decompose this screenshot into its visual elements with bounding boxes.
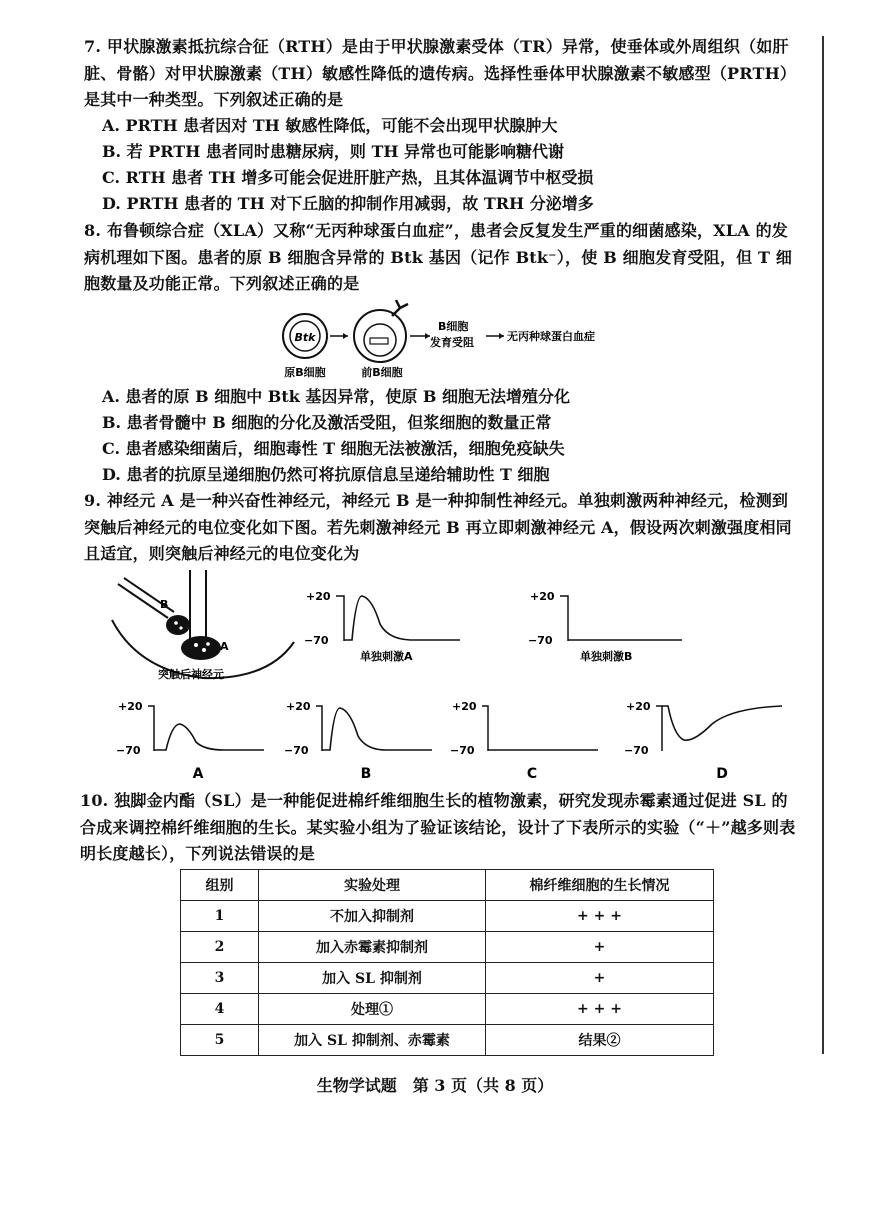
question-10-stem: 10. 独脚金内酯（SL）是一种能促进棉纤维细胞生长的植物激素，研究发现赤霉素通过促进 SL 的合成来调控棉纤维细胞的生长。某实验小组为了验证该结论，设计了下表所示的实验（“＋”越多则表明长度越长），下列说法错误的是 bbox=[80, 791, 796, 863]
receptor-icon bbox=[392, 300, 408, 316]
answer-label-c: C bbox=[526, 766, 538, 782]
q7-option-c[interactable]: C. RTH 患者 TH 增多可能会促进肝脏产热，且其体温调节中枢受损 bbox=[102, 168, 594, 187]
answer-curve-a bbox=[154, 724, 264, 750]
xla-mechanism-diagram bbox=[280, 296, 660, 382]
neuron-b-terminal bbox=[166, 615, 190, 635]
question-8-stem: 8. 布鲁顿综合症（XLA）又称“无丙种球蛋白血症”，患者会反复发生严重的细菌感染，XLA 的发病机理如下图。患者的原 B 细胞含异常的 Btk 基因（记作 Btk⁻），使 B 细胞发育受阻，但 T 细胞数量及功能正常。下列叙述正确的是 bbox=[84, 221, 793, 293]
answer-label-a: A bbox=[192, 766, 204, 782]
q8-option-d[interactable]: D. 患者的抗原呈递细胞仍然可将抗原信息呈递给辅助性 T 细胞 bbox=[102, 465, 550, 484]
answer-label-d: D bbox=[716, 766, 728, 782]
q8-option-a[interactable]: A. 患者的原 B 细胞中 Btk 基因异常，使原 B 细胞无法增殖分化 bbox=[102, 387, 571, 406]
graph-b-caption: 单独刺激B bbox=[580, 650, 633, 663]
svg-text:−70: −70 bbox=[624, 744, 649, 757]
answer-label-b: B bbox=[360, 766, 372, 782]
neuron-a-label: A bbox=[220, 640, 229, 653]
svg-text:+20: +20 bbox=[626, 700, 651, 713]
table-row: 4 处理① + + + bbox=[181, 994, 714, 1025]
b-cell-label: B细胞 bbox=[438, 320, 469, 333]
graph-a-caption: 单独刺激A bbox=[360, 650, 413, 663]
experiment-table bbox=[180, 869, 714, 1056]
answer-graph-a[interactable] bbox=[114, 696, 274, 782]
table-header-row bbox=[181, 870, 714, 901]
table-row: 1 不加入抑制剂 + + + bbox=[181, 901, 714, 932]
answer-curve-d bbox=[662, 706, 782, 740]
neuron-a-terminal bbox=[181, 636, 221, 660]
page-footer: 生物学试题 第 3 页（共 8 页） bbox=[316, 1076, 554, 1095]
svg-text:−70: −70 bbox=[450, 744, 475, 757]
potential-curve-a bbox=[344, 596, 460, 640]
pro-b-cell-label: 原B细胞 bbox=[284, 366, 326, 379]
q8-option-b[interactable]: B. 患者骨髓中 B 细胞的分化及激活受阻，但浆细胞的数量正常 bbox=[102, 413, 552, 432]
svg-text:−70: −70 bbox=[284, 744, 309, 757]
neuron-b-label: B bbox=[160, 598, 169, 611]
y-axis-bottom-label: −70 bbox=[528, 634, 553, 647]
table-row: 5 加入 SL 抑制剂、赤霉素 结果② bbox=[181, 1025, 714, 1056]
svg-text:+20: +20 bbox=[118, 700, 143, 713]
answer-curve-b bbox=[322, 708, 432, 750]
margin-line bbox=[822, 36, 824, 1054]
table-row: 2 加入赤霉素抑制剂 + bbox=[181, 932, 714, 963]
y-axis-bottom-label: −70 bbox=[304, 634, 329, 647]
btk-gene-label: Btk bbox=[294, 331, 316, 344]
q7-option-b[interactable]: B. 若 PRTH 患者同时患糖尿病，则 TH 异常也可能影响糖代谢 bbox=[102, 142, 565, 161]
answer-graph-b[interactable] bbox=[282, 696, 442, 782]
synapse-diagram bbox=[108, 570, 298, 688]
answer-graph-d[interactable] bbox=[622, 696, 792, 782]
header-treatment: 实验处理 bbox=[259, 870, 486, 901]
graph-stimulus-a bbox=[300, 586, 470, 666]
header-growth: 棉纤维细胞的生长情况 bbox=[486, 870, 714, 901]
answer-graph-c[interactable] bbox=[448, 696, 608, 782]
svg-text:+20: +20 bbox=[452, 700, 477, 713]
table-row: 3 加入 SL 抑制剂 + bbox=[181, 963, 714, 994]
postsynaptic-label: 突触后神经元 bbox=[158, 668, 224, 681]
pre-b-cell-label: 前B细胞 bbox=[361, 366, 403, 379]
graph-stimulus-b bbox=[524, 586, 694, 666]
svg-text:+20: +20 bbox=[286, 700, 311, 713]
header-group: 组别 bbox=[181, 870, 259, 901]
svg-text:−70: −70 bbox=[116, 744, 141, 757]
y-axis-top-label: +20 bbox=[306, 590, 331, 603]
q7-option-a[interactable]: A. PRTH 患者因对 TH 敏感性降低，可能不会出现甲状腺肿大 bbox=[102, 116, 558, 135]
q8-option-c[interactable]: C. 患者感染细菌后，细胞毒性 T 细胞无法被激活，细胞免疫缺失 bbox=[102, 439, 565, 458]
q7-option-d[interactable]: D. PRTH 患者的 TH 对下丘脑的抑制作用减弱，故 TRH 分泌增多 bbox=[102, 194, 594, 213]
y-axis-top-label: +20 bbox=[530, 590, 555, 603]
question-9-stem: 9. 神经元 A 是一种兴奋性神经元，神经元 B 是一种抑制性神经元。单独刺激两种神经元，检测到突触后神经元的电位变化如下图。若先刺激神经元 B 再立即刺激神经元 A，假设两次刺激强度相同且适宜，则突触后神经元的电位变化为 bbox=[84, 491, 792, 563]
agammaglobulinemia-label: 无丙种球蛋白血症 bbox=[507, 330, 595, 343]
development-blocked-label: 发育受阻 bbox=[430, 336, 474, 349]
question-7-stem: 7. 甲状腺激素抵抗综合征（RTH）是由于甲状腺激素受体（TR）异常，使垂体或外周组织（如肝脏、骨骼）对甲状腺激素（TH）敏感性降低的遗传病。选择性垂体甲状腺激素不敏感型（PRTH）是其中一种类型。下列叙述正确的是 bbox=[84, 37, 797, 109]
